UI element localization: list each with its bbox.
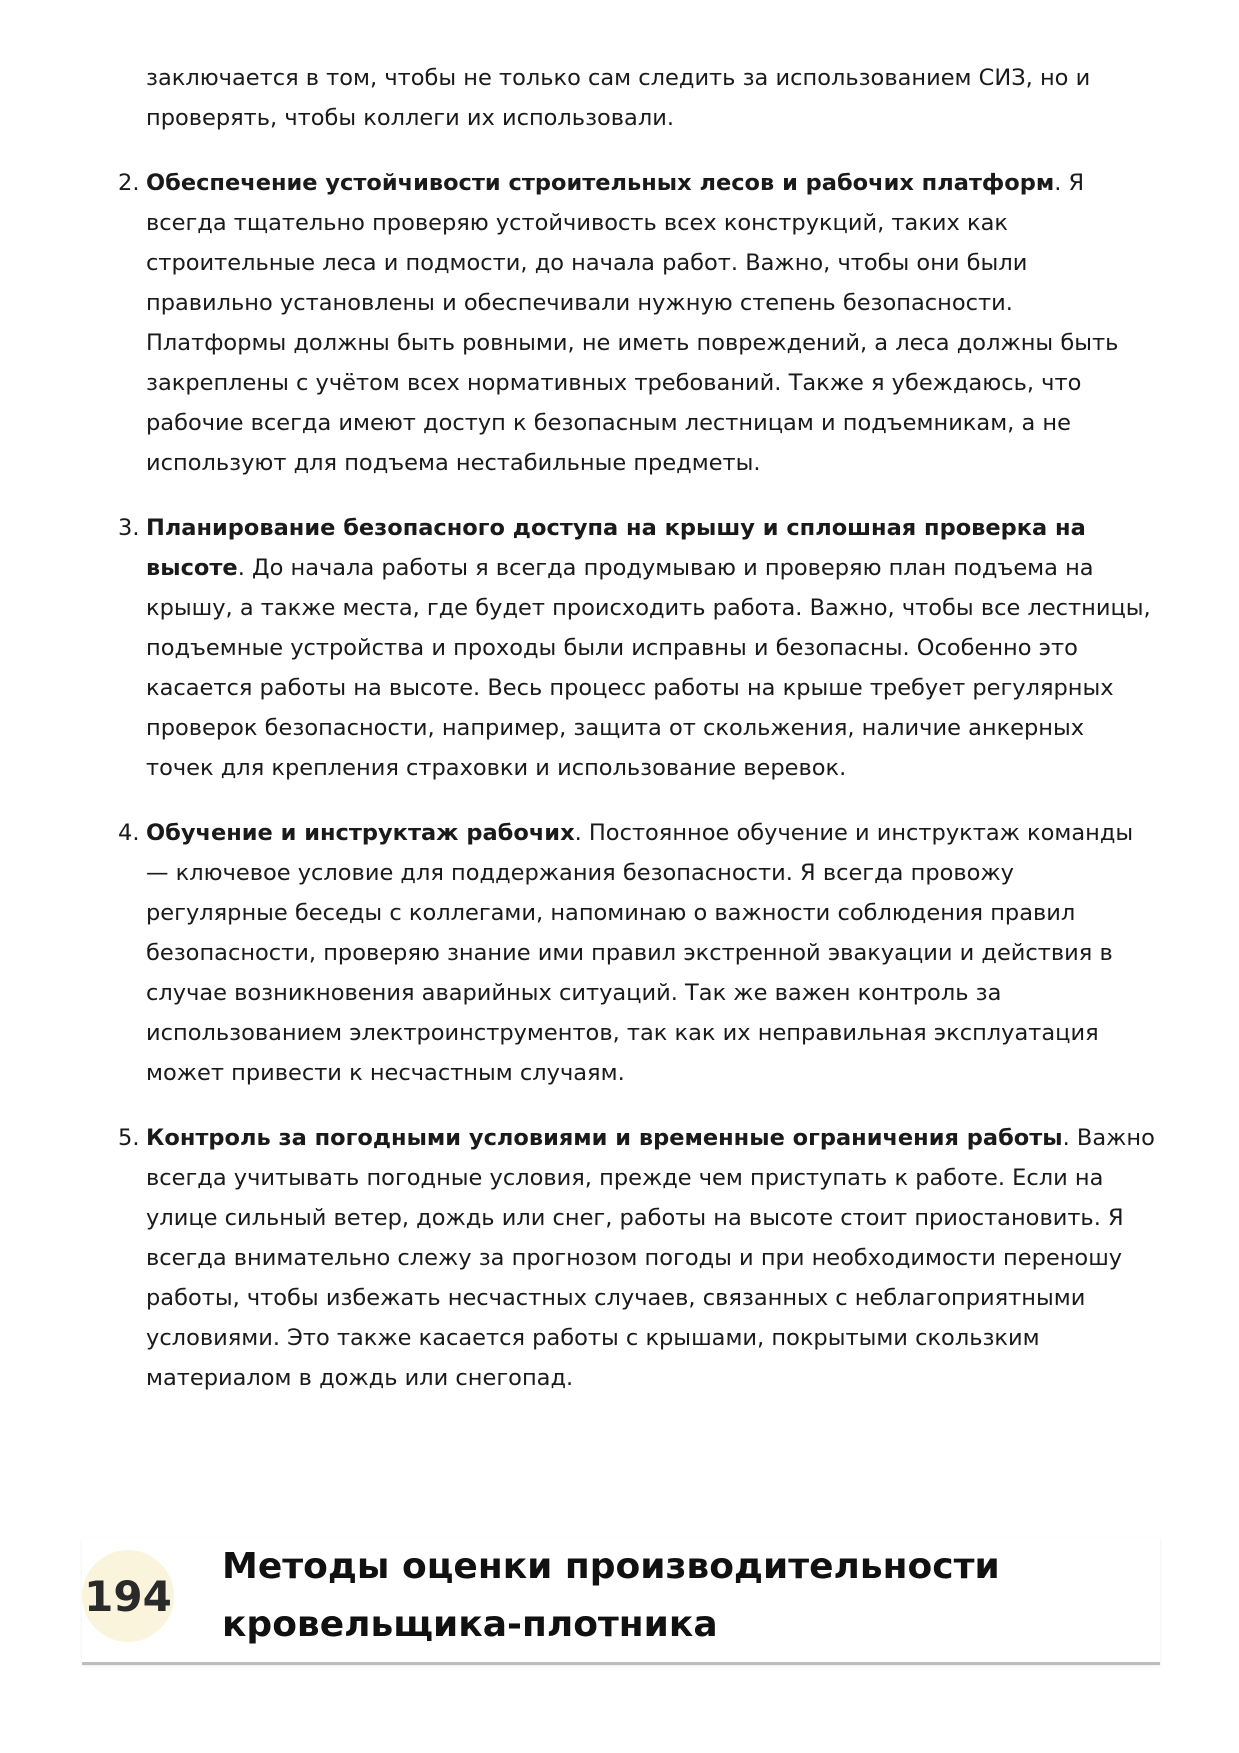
list-item <box>0 813 1156 1093</box>
list-item-number: 4. <box>118 820 140 846</box>
list-item-title: Планирование безопасного доступа на крышу и сплошная проверка на высоте <box>146 515 1086 581</box>
list-item-body: . Важно всегда учитывать погодные условия, прежде чем приступать к работе. Если на улице сильный ветер, дождь или снег, работы на высоте стоит приостановить. Я всегда внимательно слежу за прогнозом погоды и при необходимости переношу работы, чтобы избежать несчастных случаев, связанных с неблагоприятными условиями. Это также касается работы с крышами, покрытыми скользким материалом в дождь или снегопад. <box>146 1125 1155 1391</box>
list-item-body: . До начала работы я всегда продумываю и проверяю план подъема на крышу, а также места, где будет происходить работа. Важно, чтобы все лестницы, подъемные устройства и проходы были исправны и безопасны. Особенно это касается работы на высоте. Весь процесс работы на крыше требует регулярных проверок безопасности, например, защита от скольжения, наличие анкерных точек для крепления страховки и использование веревок. <box>146 555 1151 781</box>
list-item <box>0 508 1156 788</box>
chapter-title-line-1: Методы оценки производительности <box>222 1546 1000 1587</box>
list-item-title: Обучение и инструктаж рабочих <box>146 820 575 846</box>
intro-paragraph: заключается в том, чтобы не только сам следить за использованием СИЗ, но и проверять, чтобы коллеги их использовали. <box>146 65 1091 131</box>
list-item-title: Обеспечение устойчивости строительных лесов и рабочих платформ <box>146 170 1055 196</box>
list-item-body: . Я всегда тщательно проверяю устойчивость всех конструкций, таких как строительные леса и подмости, до начала работ. Важно, чтобы они были правильно установлены и обеспечивали нужную степень безопасности. Платформы должны быть ровными, не иметь повреждений, а леса должны быть закреплены с учётом всех нормативных требований. Также я убеждаюсь, что рабочие всегда имеют доступ к безопасным лестницам и подъемникам, а не используют для подъема нестабильные предметы. <box>146 170 1119 476</box>
safety-list <box>0 163 1239 1398</box>
list-item-number: 3. <box>118 515 140 541</box>
list-item-number: 2. <box>118 170 140 196</box>
page-number-badge: 194 <box>82 1550 174 1642</box>
chapter-title-line-2: кровельщика-плотника <box>222 1604 718 1645</box>
list-item <box>0 1118 1156 1398</box>
list-item-number: 5. <box>118 1125 140 1151</box>
chapter-header <box>82 1538 1160 1665</box>
list-item-body: . Постоянное обучение и инструктаж команды — ключевое условие для поддержания безопасности. Я всегда провожу регулярные беседы с коллегами, напоминаю о важности соблюдения правил безопасности, проверяю знание ими правил экстренной эвакуации и действия в случае возникновения аварийных ситуаций. Так же важен контроль за использованием электроинструментов, так как их неправильная эксплуатация может привести к несчастным случаям. <box>146 820 1134 1086</box>
page-content <box>0 58 1239 1423</box>
list-item-title: Контроль за погодными условиями и временные ограничения работы <box>146 1125 1063 1151</box>
chapter-title <box>222 1538 1122 1654</box>
list-item <box>0 163 1156 483</box>
